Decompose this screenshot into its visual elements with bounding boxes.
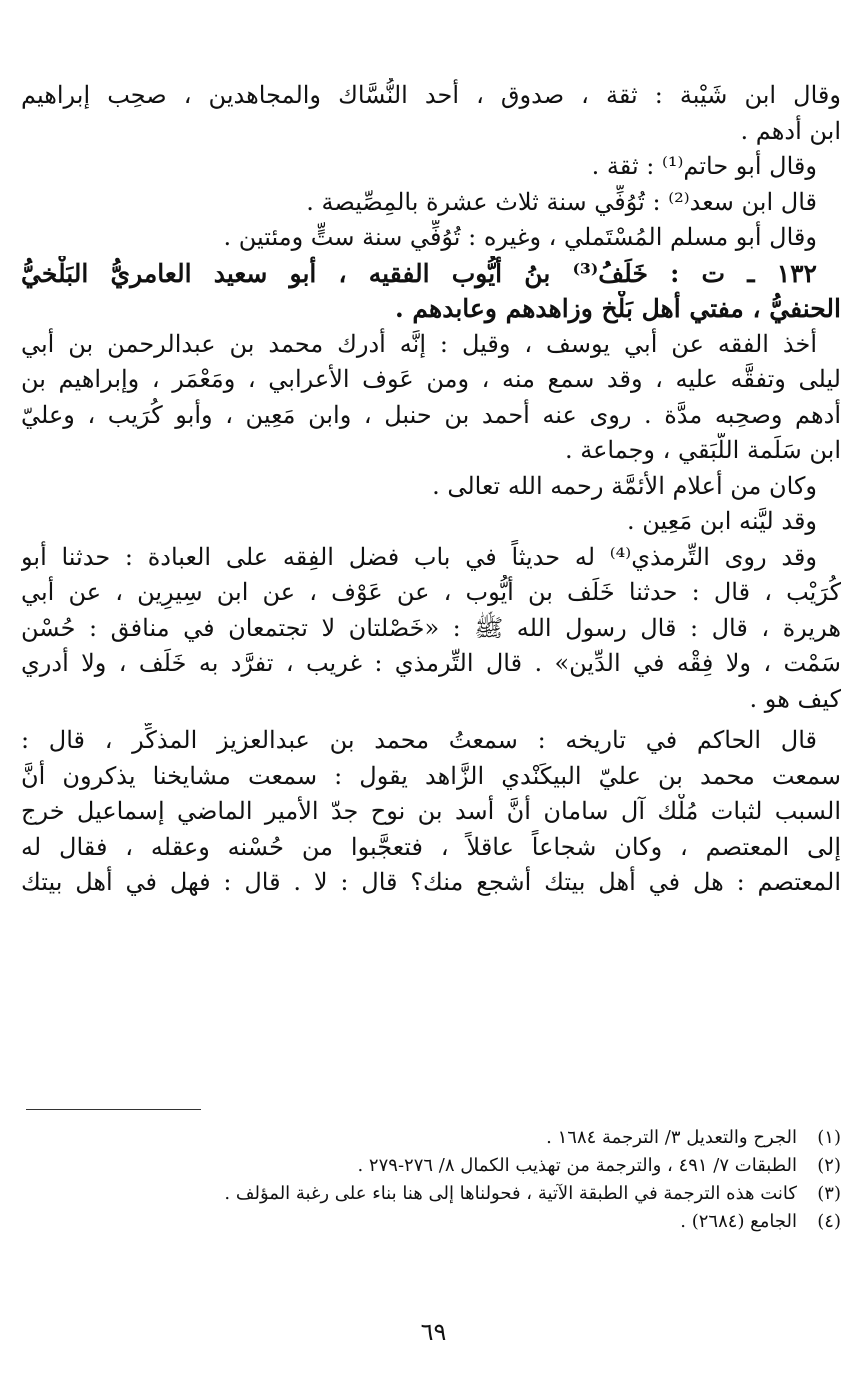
entry-heading-line-2: الحنفيُّ ، مفتي أهل بَلْخ وزاهدهم وعابدهم . [394,294,841,323]
text-line-11: ابن سَلَمة اللَّبَقي ، وجماعة . [564,436,841,464]
text-line-17: سَمْت ، ولا فِقْه في الدِّين» . قال التِّرمذي : غريب ، تفرَّد به خَلَف ، ولا أدري [21,649,841,677]
text-line-15: كُرَيْب ، قال : حدثنا خَلَف بن أيُّوب ، عن عَوْف ، عن ابن سِيرِين ، عن أبي [21,578,841,606]
text-line-16: هريرة ، قال : قال رسول الله ﷺ : «خَصْلتان لا تجتمعان في منافق : حُسْن [21,613,841,642]
footnote-1 [21,1124,841,1152]
text-line-5: وقال أبو مسلم المُسْتَملي ، وغيره : تُوُفِّي سنة ستٍّ ومئتين . [223,223,817,251]
footnote-divider [26,1109,201,1110]
entry-heading-line-1: ١٣٢ ـ ت : خَلَفُ⁽³⁾ بنُ أيُّوب الفقيه ، أبو سعيد العامريُّ البَلْخيُّ [21,258,817,288]
footnote-text: الجرح والتعديل ٣/ الترجمة ١٦٨٤ . [546,1127,797,1148]
main-text [21,78,841,901]
footnote-text: الجامع (٢٦٨٤) . [680,1211,797,1232]
text-line-12: وكان من أعلام الأئمَّة رحمه الله تعالى . [432,471,817,500]
text-line-13: وقد ليَّنه ابن مَعِين . [626,507,817,535]
text-line-2: ابن أدهم . [740,116,841,145]
footnotes [21,1124,841,1236]
footnote-number: (٣) [817,1183,841,1204]
text-line-21: السبب لثبات مُلْك آل سامان أنَّ أسد بن نوح جدّ الأمير الماضي إسماعيل خرج [21,797,841,825]
footnote-number: (٤) [817,1211,841,1232]
text-line-3: وقال أبو حاتم⁽¹⁾ : ثقة . [591,152,817,180]
footnote-number: (١) [817,1127,841,1148]
page-number: ٦٩ [420,1318,447,1346]
text-line-14: وقد روى التِّرمذي⁽⁴⁾ له حديثاً في باب فضل الفِقه على العبادة : حدثنا أبو [21,542,817,571]
text-line-4: قال ابن سعد⁽²⁾ : تُوُفِّي سنة ثلاث عشرة بالمِصِّيصة . [306,187,817,216]
text-line-22: إلى المعتصم ، وكان شجاعاً عاقلاً ، فتعجَّبوا من حُسْنه وعقله ، فقال له [21,832,841,861]
text-line-9: ليلى وتفقَّه عليه ، وقد سمع منه ، ومن عَوف الأعرابي ، ومَعْمَر ، وإبراهيم بن [21,365,841,393]
footnote-number: (٢) [817,1155,841,1176]
text-line-10: أدهم وصحِبه مدَّة . روى عنه أحمد بن حنبل ، وابن مَعِين ، وأبو كُرَيب ، وعليّ [21,400,841,429]
footnote-4 [21,1208,841,1236]
text-line-18: كيف هو . [749,684,841,713]
text-line-20: سمعت محمد بن عليّ البيكَنْدي الزَّاهد يقول : سمعت مشايخنا يذكرون أنَّ [21,761,841,790]
text-line-1: وقال ابن شَيْبة : ثقة ، صدوق ، أحد النُّسَّاك والمجاهدين ، صحِب إبراهيم [21,81,841,109]
footnote-3 [21,1180,841,1208]
text-line-23: المعتصم : هل في أهل بيتك أشجع منك؟ قال : لا . قال : فهل في أهل بيتك [21,868,841,896]
footnote-text: كانت هذه الترجمة في الطبقة الآتية ، فحولناها إلى هنا بناء على رغبة المؤلف . [224,1183,797,1204]
footnote-2 [21,1152,841,1180]
text-line-8: أخذ الفقه عن أبي يوسف ، وقيل : إنَّه أدرك محمد بن عبدالرحمن بن أبي [21,329,817,358]
footnote-text: الطبقات ٧/ ٤٩١ ، والترجمة من تهذيب الكمال ٨/ ٢٧٦-٢٧٩ . [357,1155,797,1176]
text-line-19: قال الحاكم في تاريخه : سمعتُ محمد بن عبدالعزيز المذكِّر ، قال : [21,726,817,754]
